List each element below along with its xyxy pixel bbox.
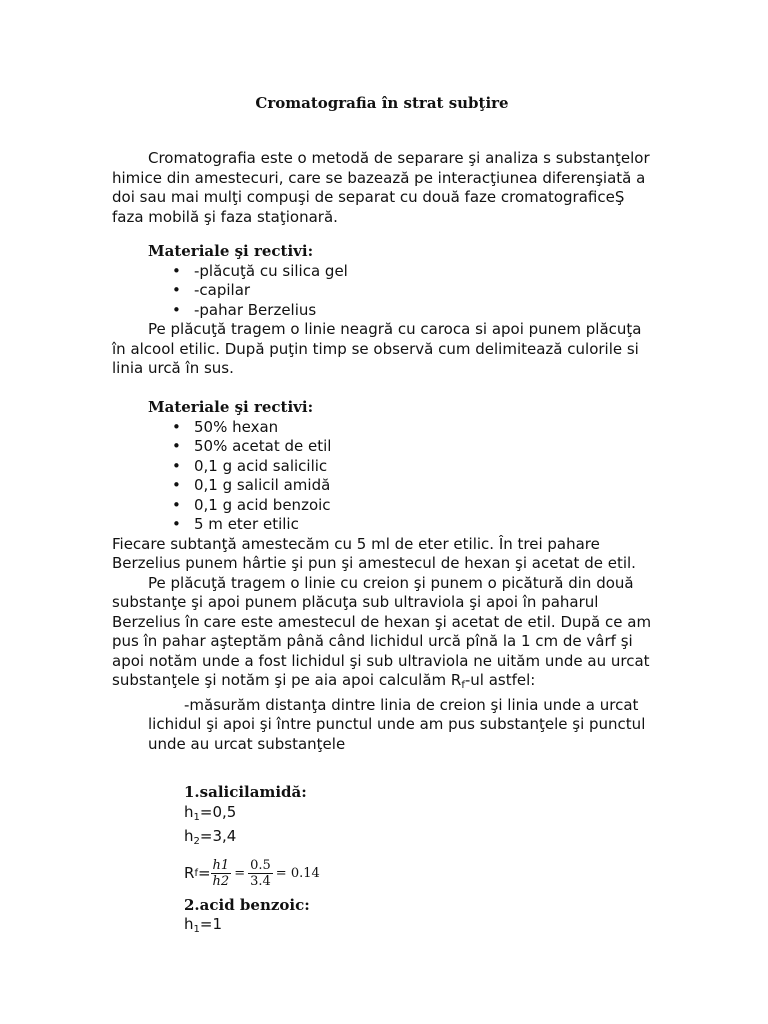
result-1-h1: $h_1=0,5$ (184, 802, 237, 823)
procedure-paragraph-3 (112, 574, 652, 696)
procedure-text-end: -ul astfel: (464, 671, 536, 689)
fraction-values: $\frac{0.5}{3.4}$ (250, 858, 271, 889)
results-section (112, 783, 652, 940)
list-item: • 50% acetat de etil (112, 437, 652, 457)
rf-result: = 0.14 (275, 865, 320, 881)
list-item: • 5 m eter etilic (112, 515, 652, 535)
list-item: • 0,1 g salicil amidă (112, 476, 652, 496)
procedure-paragraph-2: Fiecare subtanţă amestecăm cu 5 ml de eter etilic. În trei pahare Berzelius punem hârtie şi pun şi amestecul de hexan şi acetat de etil. (112, 534, 636, 572)
list-item: • -pahar Berzelius (112, 301, 652, 321)
procedure-paragraph-4 (112, 696, 652, 755)
result-1-h2: $h_2=3,4$ (184, 827, 237, 847)
list-item: • -capilar (112, 281, 652, 301)
measurement-text: -măsurăm distanţa dintre linia de creion şi linia unde a urcat lichidul şi apoi şi între punctul unde am pus substanţele şi punctul unde au urcat substanţele (148, 695, 646, 753)
result-2-heading: 2.acid benzoic: (184, 895, 310, 914)
materials-list-2 (112, 418, 652, 535)
rf-subscript: f (461, 680, 465, 691)
fraction-h1-h2: $\frac{h1}{h2}$ (212, 858, 230, 889)
result-2-h1: $h_1=1$ (184, 915, 223, 935)
procedure-text: Pe plăcuţă tragem o linie cu creion şi punem o picătură din două substanţe şi apoi punem plăcuţa sub ultraviola şi apoi în paharul Berzelius în care este amestecul de hexan şi acetat de etil. După ce am pus în pahar aşteptăm până când lichidul urcă pînă la 1 cm de vârf şi apoi notăm unde a fost lichidul şi sub ultraviola ne uităm unde au urcat substanţele şi notăm şi pe aia apoi calculăm R (112, 573, 652, 689)
list-item: • 50% hexan (112, 418, 652, 438)
materials-heading-1: Materiale şi rectivi: (148, 242, 314, 260)
result-1-rf-formula: R f = $\frac{h1}{h2}$ = $\frac{0.5}{3.4}$ = 0.14 (184, 852, 652, 896)
materials-heading-2: Materiale şi rectivi: (148, 398, 314, 416)
list-item: • -plăcuţă cu silica gel (112, 262, 652, 282)
intro-paragraph: Cromatografia este o metodă de separare şi analiza s substanţelor himice din amestecuri, care se bazează pe interacţiunea diferenşiată a doi sau mai mulţi compuşi de separat cu două faze cromatograficeŞ faza mobilă şi faza staţionară. (112, 149, 650, 226)
page-title: Cromatografia în strat subţire (255, 94, 509, 112)
list-item: • 0,1 g acid benzoic (112, 496, 652, 516)
materials-list-1 (112, 262, 652, 321)
result-1-heading: 1.salicilamidă: (184, 783, 307, 801)
procedure-paragraph-1: Pe plăcuţă tragem o linie neagră cu caroca si apoi punem plăcuţa în alcool etilic. După puţin timp se observă cum delimitează culorile si linia urcă în sus. (112, 320, 642, 377)
section-materials-2 (112, 398, 652, 754)
section-materials-1 (112, 242, 652, 379)
list-item: • 0,1 g acid salicilic (112, 457, 652, 477)
